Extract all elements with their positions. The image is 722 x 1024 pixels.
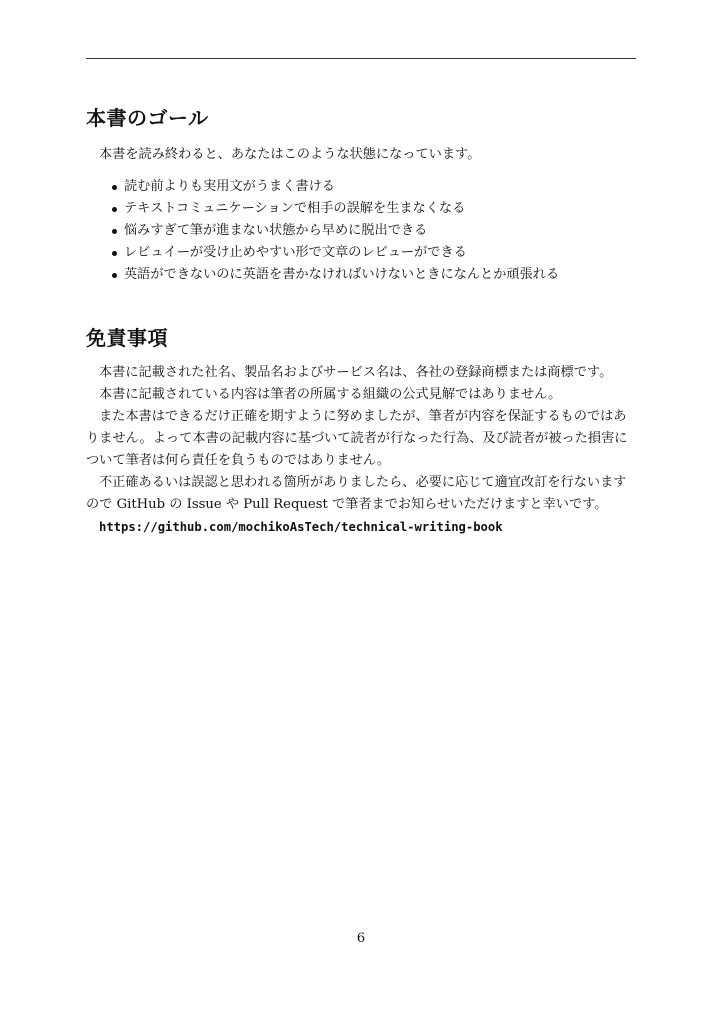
- list-item-text: テキストコミュニケーションで相手の誤解を生まなくなる: [124, 201, 466, 216]
- list-item-text: 悩みすぎて筆が進まない状態から早めに脱出できる: [124, 223, 428, 238]
- page-content: [86, 104, 638, 538]
- disclaimer-paragraph: 本書に記載されている内容は筆者の所属する組織の公式見解ではありません。: [99, 387, 562, 402]
- disclaimer-paragraph: 本書に記載された社名、製品名およびサービス名は、各社の登録商標または商標です。: [99, 365, 613, 380]
- repository-url[interactable]: https://github.com/mochikoAsTech/technical-writing-book: [99, 520, 503, 534]
- bullet-icon: [112, 207, 117, 212]
- bullet-icon: [112, 185, 117, 190]
- disclaimer-body: [86, 362, 638, 538]
- bullet-icon: [112, 229, 117, 234]
- list-item: [110, 220, 638, 242]
- header-rule: [86, 58, 636, 59]
- disclaimer-section: [86, 324, 638, 538]
- goal-intro: 本書を読み終わると、あなたはこのような状態になっています。: [99, 147, 481, 162]
- list-item-text: 英語ができないのに英語を書かなければいけないときになんとか頑張れる: [124, 267, 560, 282]
- list-item: [110, 264, 638, 286]
- disclaimer-paragraph: 不正確あるいは誤認と思われる箇所がありましたら、必要に応じて適宜改訂を行ないますので GitHub の Issue や Pull Request で筆者までお知らせいただけますと幸いです。: [86, 475, 627, 512]
- goal-list: [86, 176, 638, 286]
- list-item: [110, 198, 638, 220]
- list-item-text: レビュイーが受け止めやすい形で文章のレビューができる: [124, 245, 467, 260]
- list-item: [110, 176, 638, 198]
- list-item-text: 読む前よりも実用文がうまく書ける: [124, 179, 335, 194]
- list-item: [110, 242, 638, 264]
- goal-heading: 本書のゴール: [86, 106, 209, 130]
- bullet-icon: [112, 251, 117, 256]
- disclaimer-paragraph: また本書はできるだけ正確を期すように努めましたが、筆者が内容を保証するものではありません。よって本書の記載内容に基づいて読者が行なった行為、及び読者が被った損害について筆者は何ら責任を負うものではありません。: [86, 409, 628, 468]
- bullet-icon: [112, 273, 117, 278]
- disclaimer-heading: 免責事項: [86, 326, 168, 350]
- page-number: 6: [356, 931, 366, 946]
- goal-section: [86, 104, 638, 286]
